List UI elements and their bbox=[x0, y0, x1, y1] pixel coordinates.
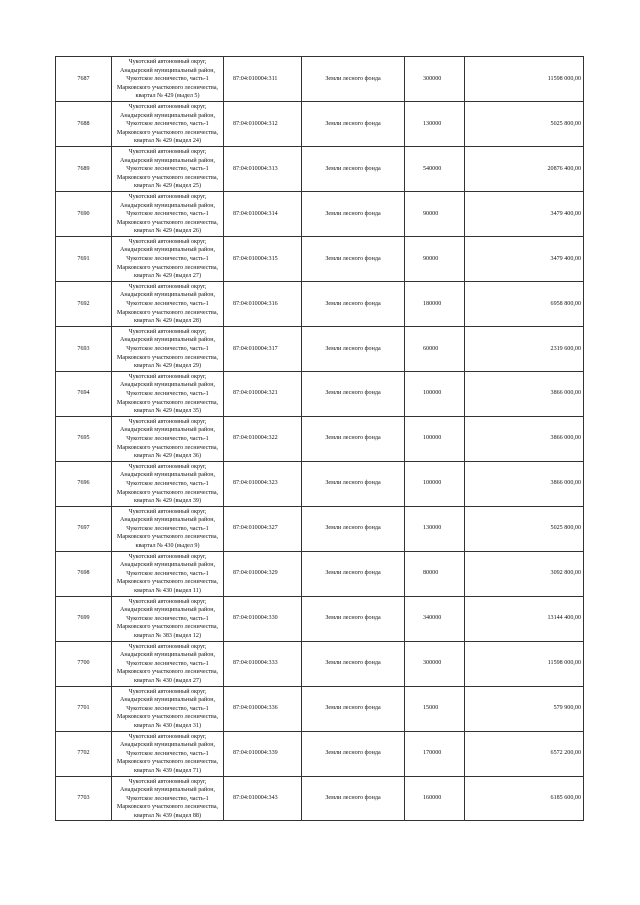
location-line: Марковского участкового лесничества, bbox=[116, 759, 219, 766]
table-row bbox=[56, 686, 584, 731]
location-line: Анадырский муниципальный район, bbox=[119, 67, 216, 74]
table-row bbox=[56, 191, 584, 236]
land-category-cell: Земли лесного фонда bbox=[302, 281, 405, 326]
table-row bbox=[56, 596, 584, 641]
cost-cell: 13144 400,00 bbox=[465, 596, 584, 641]
cadastral-number-cell: 87:04:010004:329 bbox=[224, 551, 302, 596]
row-number-cell: 7696 bbox=[56, 461, 112, 506]
cost-cell: 3866 000,00 bbox=[465, 371, 584, 416]
cost-cell: 2319 600,00 bbox=[465, 326, 584, 371]
location-line: Марковского участкового лесничества, bbox=[116, 669, 219, 676]
location-line: квартал № 430 (выдел 31) bbox=[134, 722, 201, 729]
table-row bbox=[56, 236, 584, 281]
cost-cell: 11598 000,00 bbox=[465, 57, 584, 102]
location-line: Чукотское лесничество, часть-1 bbox=[126, 256, 209, 263]
table-row bbox=[56, 101, 584, 146]
cost-cell: 3479 400,00 bbox=[465, 236, 584, 281]
location-line: Чукотское лесничество, часть-1 bbox=[126, 660, 209, 667]
location-line: квартал № 429 (выдел 28) bbox=[134, 318, 201, 325]
location-line: квартал № 429 (выдел 24) bbox=[134, 138, 201, 145]
land-category-cell: Земли лесного фонда bbox=[302, 146, 405, 191]
land-parcels-table bbox=[55, 56, 584, 821]
area-cell: 130000 bbox=[405, 101, 465, 146]
location-line: квартал № 429 (выдел 27) bbox=[134, 273, 201, 280]
location-line: Чукотское лесничество, часть-1 bbox=[126, 301, 209, 308]
land-category-cell: Земли лесного фонда bbox=[302, 416, 405, 461]
location-line: Анадырский муниципальный район, bbox=[119, 607, 216, 614]
area-cell: 100000 bbox=[405, 416, 465, 461]
location-line: Чукотский автономный округ, bbox=[128, 193, 207, 200]
location-cell bbox=[112, 236, 224, 281]
location-line: Чукотское лесничество, часть-1 bbox=[126, 76, 209, 83]
cost-cell: 3866 000,00 bbox=[465, 461, 584, 506]
location-cell bbox=[112, 686, 224, 731]
location-cell bbox=[112, 506, 224, 551]
location-line: Марковского участкового лесничества, bbox=[116, 84, 219, 91]
cost-cell: 6185 600,00 bbox=[465, 776, 584, 821]
table-row bbox=[56, 551, 584, 596]
location-line: квартал № 439 (выдел 71) bbox=[134, 767, 201, 774]
location-line: Анадырский муниципальный район, bbox=[119, 337, 216, 344]
location-line: квартал № 429 (выдел 29) bbox=[134, 363, 201, 370]
cadastral-number-cell: 87:04:010004:312 bbox=[224, 101, 302, 146]
location-cell bbox=[112, 551, 224, 596]
row-number-cell: 7701 bbox=[56, 686, 112, 731]
location-line: Анадырский муниципальный район, bbox=[119, 562, 216, 569]
cost-cell: 5025 800,00 bbox=[465, 506, 584, 551]
location-line: квартал № 429 (выдел 35) bbox=[134, 408, 201, 415]
row-number-cell: 7688 bbox=[56, 101, 112, 146]
location-line: Чукотский автономный округ, bbox=[128, 103, 207, 110]
cost-cell: 5025 800,00 bbox=[465, 101, 584, 146]
land-category-cell: Земли лесного фонда bbox=[302, 686, 405, 731]
location-line: Марковского участкового лесничества, bbox=[116, 174, 219, 181]
location-line: Чукотское лесничество, часть-1 bbox=[126, 750, 209, 757]
location-line: Чукотский автономный округ, bbox=[128, 283, 207, 290]
land-category-cell: Земли лесного фонда bbox=[302, 371, 405, 416]
location-line: Чукотский автономный округ, bbox=[128, 463, 207, 470]
location-line: Анадырский муниципальный район, bbox=[119, 292, 216, 299]
row-number-cell: 7694 bbox=[56, 371, 112, 416]
cadastral-number-cell: 87:04:010004:316 bbox=[224, 281, 302, 326]
row-number-cell: 7698 bbox=[56, 551, 112, 596]
location-line: Анадырский муниципальный район, bbox=[119, 652, 216, 659]
location-line: Анадырский муниципальный район, bbox=[119, 202, 216, 209]
location-line: квартал № 429 (выдел 25) bbox=[134, 183, 201, 190]
area-cell: 540000 bbox=[405, 146, 465, 191]
cost-cell: 11598 000,00 bbox=[465, 641, 584, 686]
cadastral-number-cell: 87:04:010004:336 bbox=[224, 686, 302, 731]
location-line: Чукотский автономный округ, bbox=[128, 553, 207, 560]
location-line: Чукотское лесничество, часть-1 bbox=[126, 121, 209, 128]
location-line: Анадырский муниципальный район, bbox=[119, 247, 216, 254]
location-line: Чукотский автономный округ, bbox=[128, 59, 207, 65]
cadastral-number-cell: 87:04:010004:311 bbox=[224, 57, 302, 102]
location-line: Марковского участкового лесничества, bbox=[116, 219, 219, 226]
location-line: квартал № 429 (выдел 39) bbox=[134, 498, 201, 505]
table-row bbox=[56, 731, 584, 776]
location-line: Чукотское лесничество, часть-1 bbox=[126, 435, 209, 442]
location-line: Чукотский автономный округ, bbox=[128, 598, 207, 605]
land-category-cell: Земли лесного фонда bbox=[302, 506, 405, 551]
table-body bbox=[56, 57, 584, 821]
cadastral-number-cell: 87:04:010004:327 bbox=[224, 506, 302, 551]
row-number-cell: 7692 bbox=[56, 281, 112, 326]
area-cell: 170000 bbox=[405, 731, 465, 776]
land-category-cell: Земли лесного фонда bbox=[302, 57, 405, 102]
cadastral-number-cell: 87:04:010004:314 bbox=[224, 191, 302, 236]
location-line: Анадырский муниципальный район, bbox=[119, 382, 216, 389]
cost-cell: 3479 400,00 bbox=[465, 191, 584, 236]
land-category-cell: Земли лесного фонда bbox=[302, 641, 405, 686]
row-number-cell: 7691 bbox=[56, 236, 112, 281]
row-number-cell: 7687 bbox=[56, 57, 112, 102]
area-cell: 60000 bbox=[405, 326, 465, 371]
location-line: Марковского участкового лесничества, bbox=[116, 804, 219, 811]
location-cell bbox=[112, 776, 224, 821]
location-line: квартал № 430 (выдел 9) bbox=[135, 543, 200, 550]
location-line: Анадырский муниципальный район, bbox=[119, 742, 216, 749]
location-line: Чукотский автономный округ, bbox=[128, 733, 207, 740]
location-cell bbox=[112, 371, 224, 416]
table-row bbox=[56, 371, 584, 416]
location-line: Чукотское лесничество, часть-1 bbox=[126, 166, 209, 173]
table-row bbox=[56, 326, 584, 371]
location-line: Анадырский муниципальный район, bbox=[119, 517, 216, 524]
location-line: Чукотское лесничество, часть-1 bbox=[126, 480, 209, 487]
cadastral-number-cell: 87:04:010004:333 bbox=[224, 641, 302, 686]
location-line: Чукотское лесничество, часть-1 bbox=[126, 346, 209, 352]
land-category-cell: Земли лесного фонда bbox=[302, 461, 405, 506]
cadastral-number-cell: 87:04:010004:343 bbox=[224, 776, 302, 821]
location-cell bbox=[112, 281, 224, 326]
location-line: Чукотский автономный округ, bbox=[128, 373, 207, 380]
row-number-cell: 7702 bbox=[56, 731, 112, 776]
row-number-cell: 7690 bbox=[56, 191, 112, 236]
table-row bbox=[56, 57, 584, 102]
area-cell: 300000 bbox=[405, 641, 465, 686]
location-line: Чукотский автономный округ, bbox=[128, 328, 207, 335]
location-cell bbox=[112, 641, 224, 686]
location-line: Чукотское лесничество, часть-1 bbox=[126, 525, 209, 532]
location-line: квартал № 429 (выдел 26) bbox=[134, 228, 201, 235]
row-number-cell: 7695 bbox=[56, 416, 112, 461]
location-line: Чукотское лесничество, часть-1 bbox=[126, 570, 209, 577]
location-cell bbox=[112, 191, 224, 236]
table-row bbox=[56, 281, 584, 326]
cadastral-number-cell: 87:04:010004:313 bbox=[224, 146, 302, 191]
location-line: Чукотский автономный округ, bbox=[128, 148, 207, 155]
cost-cell: 6572 200,00 bbox=[465, 731, 584, 776]
location-line: квартал № 383 (выдел 12) bbox=[134, 633, 201, 639]
land-category-cell: Земли лесного фонда bbox=[302, 101, 405, 146]
area-cell: 130000 bbox=[405, 506, 465, 551]
area-cell: 180000 bbox=[405, 281, 465, 326]
area-cell: 100000 bbox=[405, 461, 465, 506]
cadastral-number-cell: 87:04:010004:321 bbox=[224, 371, 302, 416]
location-line: Марковского участкового лесничества, bbox=[116, 579, 219, 586]
land-category-cell: Земли лесного фонда bbox=[302, 326, 405, 371]
location-line: Чукотский автономный округ, bbox=[128, 688, 207, 695]
location-line: Анадырский муниципальный район, bbox=[119, 787, 216, 794]
location-cell bbox=[112, 146, 224, 191]
location-line: Чукотское лесничество, часть-1 bbox=[126, 615, 209, 622]
area-cell: 340000 bbox=[405, 596, 465, 641]
table-row bbox=[56, 461, 584, 506]
land-category-cell: Земли лесного фонда bbox=[302, 776, 405, 821]
location-line: Чукотское лесничество, часть-1 bbox=[126, 390, 209, 397]
location-line: Марковского участкового лесничества, bbox=[116, 714, 219, 721]
location-line: Анадырский муниципальный район, bbox=[119, 472, 216, 479]
area-cell: 160000 bbox=[405, 776, 465, 821]
cadastral-number-cell: 87:04:010004:339 bbox=[224, 731, 302, 776]
location-cell bbox=[112, 326, 224, 371]
land-category-cell: Земли лесного фонда bbox=[302, 731, 405, 776]
cost-cell: 3866 000,00 bbox=[465, 416, 584, 461]
land-category-cell: Земли лесного фонда bbox=[302, 596, 405, 641]
location-line: Анадырский муниципальный район, bbox=[119, 427, 216, 434]
location-cell bbox=[112, 731, 224, 776]
location-line: Чукотское лесничество, часть-1 bbox=[126, 211, 209, 218]
cost-cell: 3092 800,00 bbox=[465, 551, 584, 596]
location-line: Марковского участкового лесничества, bbox=[116, 399, 219, 406]
location-line: Чукотский автономный округ, bbox=[128, 643, 207, 650]
document-page bbox=[55, 56, 583, 821]
row-number-cell: 7700 bbox=[56, 641, 112, 686]
location-line: Марковского участкового лесничества, bbox=[116, 354, 219, 361]
table-row bbox=[56, 641, 584, 686]
location-line: Чукотское лесничество, часть-1 bbox=[126, 705, 209, 712]
row-number-cell: 7697 bbox=[56, 506, 112, 551]
location-line: Чукотский автономный округ, bbox=[128, 418, 207, 425]
location-line: Чукотское лесничество, часть-1 bbox=[126, 795, 209, 802]
table-row bbox=[56, 776, 584, 821]
location-line: Чукотский автономный округ, bbox=[128, 778, 207, 785]
area-cell: 100000 bbox=[405, 371, 465, 416]
land-category-cell: Земли лесного фонда bbox=[302, 191, 405, 236]
row-number-cell: 7693 bbox=[56, 326, 112, 371]
cost-cell: 579 900,00 bbox=[465, 686, 584, 731]
location-line: квартал № 429 (выдел 36) bbox=[134, 453, 201, 460]
row-number-cell: 7703 bbox=[56, 776, 112, 821]
location-line: Чукотский автономный округ, bbox=[128, 508, 207, 515]
cadastral-number-cell: 87:04:010004:330 bbox=[224, 596, 302, 641]
cadastral-number-cell: 87:04:010004:315 bbox=[224, 236, 302, 281]
cost-cell: 6958 800,00 bbox=[465, 281, 584, 326]
cadastral-number-cell: 87:04:010004:322 bbox=[224, 416, 302, 461]
location-line: Марковского участкового лесничества, bbox=[116, 264, 219, 271]
cadastral-number-cell: 87:04:010004:317 bbox=[224, 326, 302, 371]
location-line: Анадырский муниципальный район, bbox=[119, 157, 216, 164]
location-line: квартал № 429 (выдел 5) bbox=[135, 93, 200, 100]
table-row bbox=[56, 506, 584, 551]
table-row bbox=[56, 146, 584, 191]
area-cell: 90000 bbox=[405, 236, 465, 281]
land-category-cell: Земли лесного фонда bbox=[302, 551, 405, 596]
location-line: Марковского участкового лесничества, bbox=[116, 309, 219, 316]
area-cell: 90000 bbox=[405, 191, 465, 236]
location-cell bbox=[112, 416, 224, 461]
location-line: Марковского участкового лесничества, bbox=[116, 444, 219, 451]
table-row bbox=[56, 416, 584, 461]
area-cell: 15000 bbox=[405, 686, 465, 731]
location-line: квартал № 430 (выдел 11) bbox=[134, 588, 201, 595]
location-line: квартал № 439 (выдел 88) bbox=[134, 812, 201, 819]
location-line: Марковского участкового лесничества, bbox=[116, 489, 219, 496]
cadastral-number-cell: 87:04:010004:323 bbox=[224, 461, 302, 506]
location-line: Марковского участкового лесничества, bbox=[116, 129, 219, 136]
row-number-cell: 7689 bbox=[56, 146, 112, 191]
area-cell: 300000 bbox=[405, 57, 465, 102]
location-line: Марковского участкового лесничества, bbox=[116, 534, 219, 541]
row-number-cell: 7699 bbox=[56, 596, 112, 641]
cost-cell: 20876 400,00 bbox=[465, 146, 584, 191]
location-cell bbox=[112, 596, 224, 641]
location-line: Чукотский автономный округ, bbox=[128, 238, 207, 245]
location-cell bbox=[112, 57, 224, 102]
area-cell: 80000 bbox=[405, 551, 465, 596]
location-line: квартал № 430 (выдел 27) bbox=[134, 677, 201, 684]
location-cell bbox=[112, 461, 224, 506]
location-line: Марковского участкового лесничества, bbox=[116, 624, 219, 631]
land-category-cell: Земли лесного фонда bbox=[302, 236, 405, 281]
location-line: Анадырский муниципальный район, bbox=[119, 112, 216, 119]
location-cell bbox=[112, 101, 224, 146]
location-line: Анадырский муниципальный район, bbox=[119, 697, 216, 704]
